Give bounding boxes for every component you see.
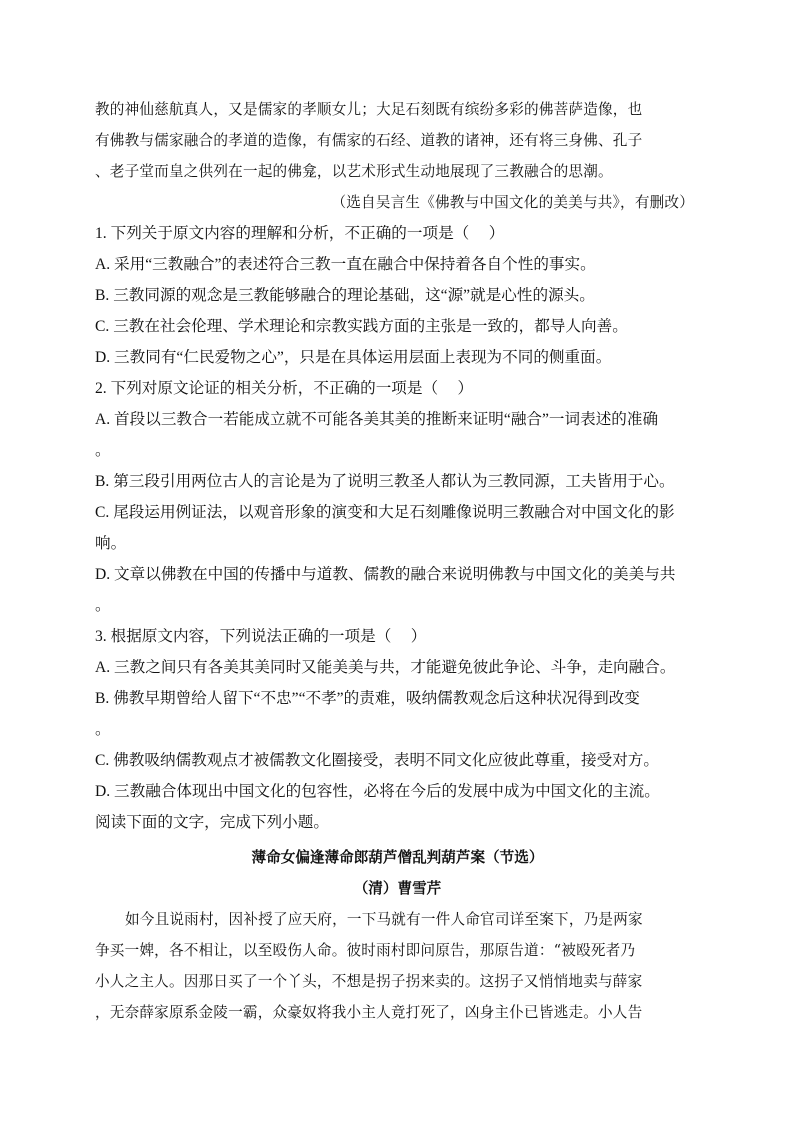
option-b-continuation: 。 (95, 721, 111, 738)
option-a: A. 三教之间只有各美其美同时又能美美与共，才能避免彼此争论、斗争，走向融合。 (95, 659, 676, 676)
story-line: ，无奈薛家原系金陵一霸，众豪奴将我小主人竟打死了，凶身主仆已皆逃走。小人告 (95, 1004, 643, 1021)
question-stem: 3. 根据原文内容，下列说法正确的一项是（ ） (95, 628, 427, 645)
question-2 (95, 373, 700, 621)
question-stem: 1. 下列关于原文内容的理解和分析，不正确的一项是（ ） (95, 225, 505, 242)
option-b: B. 三教同源的观念是三教能够融合的理论基础，这“源”就是心性的源头。 (95, 287, 595, 304)
option-d: D. 三教融合体现出中国文化的包容性，必将在今后的发展中成为中国文化的主流。 (95, 783, 660, 800)
question-3 (95, 621, 700, 807)
option-d: D. 文章以佛教在中国的传播中与道教、儒教的融合来说明佛教与中国文化的美美与共 (95, 566, 676, 583)
option-c: C. 佛教吸纳儒教观点才被儒教文化圈接受，表明不同文化应彼此尊重，接受对方。 (95, 752, 659, 769)
story-line: 小人之主人。因那日买了一个丫头，不想是拐子拐来卖的。这拐子又悄悄地卖与薛家 (95, 973, 643, 990)
intro-passage (95, 94, 700, 218)
option-a: A. 采用“三教融合”的表述符合三教一直在融合中保持着各自个性的事实。 (95, 256, 596, 273)
option-c: C. 尾段运用例证法，以观音形象的演变和大足石刻雕像说明三教融合对中国文化的影 (95, 504, 675, 521)
option-a: A. 首段以三教合一若能成立就不可能各美其美的推断来证明“融合”一词表述的准确 (95, 411, 659, 428)
document-page (95, 94, 700, 1028)
question-list (95, 218, 700, 838)
intro-line: 有佛教与儒家融合的孝道的造像，有儒家的石经、道教的诸神，还有将三身佛、孔子 (95, 132, 643, 149)
intro-line: 、老子堂而皇之供列在一起的佛龛，以艺术形式生动地展现了三教融合的思潮。 (95, 163, 613, 180)
question-stem: 2. 下列对原文论证的相关分析，不正确的一项是（ ） (95, 380, 474, 397)
passage-source: （选自吴言生《佛教与中国文化的美美与共》，有删改） (331, 194, 694, 211)
story-line: 争买一婢，各不相让，以至殴伤人命。彼时雨村即问原告，那原告道：“被殴死者乃 (95, 942, 636, 959)
option-c: C. 三教在社会伦理、学术理论和宗教实践方面的主张是一致的，都导人向善。 (95, 318, 628, 335)
story-title: 薄命女偏逢薄命郎葫芦僧乱判葫芦案（节选） (251, 849, 544, 866)
story-author: （清）曹雪芹 (353, 880, 442, 897)
story-line: 如今且说雨村，因补授了应天府，一下马就有一件人命官司详至案下，乃是两家 (125, 911, 643, 928)
option-c-continuation: 响。 (95, 535, 127, 552)
intro-line: 教的神仙慈航真人，又是儒家的孝顺女儿；大足石刻既有缤纷多彩的佛菩萨造像，也 (95, 101, 643, 118)
question-1 (95, 218, 700, 373)
option-d-continuation: 。 (95, 597, 111, 614)
option-a-continuation: 。 (95, 442, 111, 459)
story-passage (95, 904, 700, 1028)
option-b: B. 第三段引用两位古人的言论是为了说明三教圣人都认为三教同源，工夫皆用于心。 (95, 473, 675, 490)
option-b: B. 佛教早期曾给人留下“不忠”“不孝”的责难，吸纳儒教观念后这种状况得到改变 (95, 690, 640, 707)
option-d: D. 三教同有“仁民爱物之心”，只是在具体运用层面上表现为不同的侧重面。 (95, 349, 612, 366)
reading-instruction: 阅读下面的文字，完成下列小题。 (95, 814, 329, 831)
